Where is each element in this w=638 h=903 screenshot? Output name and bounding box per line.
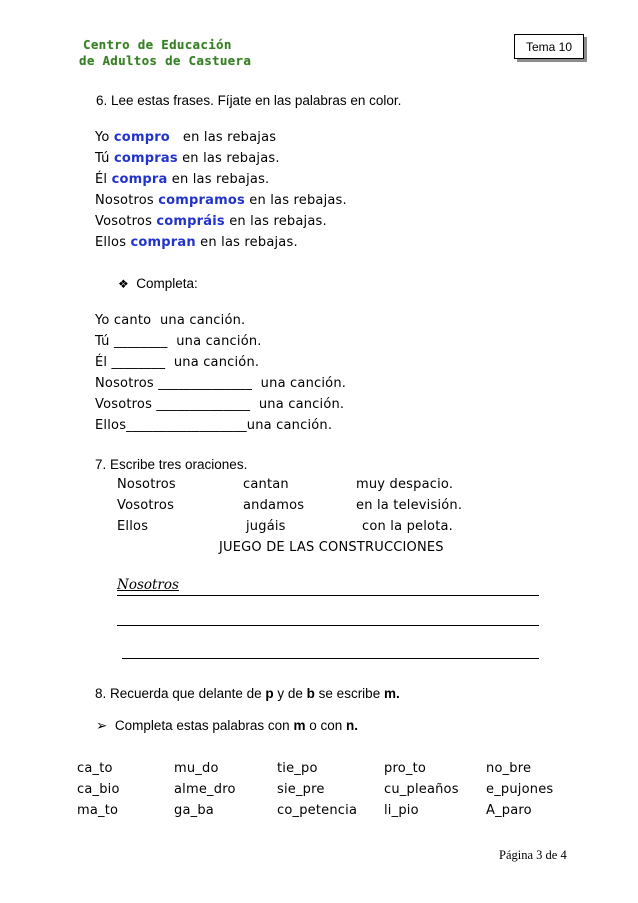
sentence-row: Él compra en las rebajas.	[95, 172, 270, 187]
fill-line: Él ________ una canción.	[95, 355, 260, 370]
word-cell: con la pelota.	[362, 519, 453, 534]
verb-highlight: compro	[113, 130, 170, 145]
word-cell: en la televisión.	[356, 498, 463, 513]
verb-highlight: compra	[111, 172, 168, 187]
word-item: no_bre	[486, 761, 532, 776]
word-item: pro_to	[384, 761, 427, 776]
ex8-completa: ➢ Completa estas palabras con m o con n.	[96, 718, 358, 733]
ex7-instruction: 7. Escribe tres oraciones.	[95, 457, 248, 472]
answer-line	[117, 595, 539, 596]
word-item: ca_bio	[77, 782, 120, 797]
game-title: JUEGO DE LAS CONSTRUCCIONES	[219, 540, 444, 555]
fill-line: Ellos__________________una canción.	[95, 418, 333, 433]
completa-label: ❖ Completa:	[118, 276, 198, 291]
word-item: ga_ba	[174, 803, 214, 818]
word-item: mu_do	[174, 761, 219, 776]
sentence-row: Nosotros compramos en las rebajas.	[95, 193, 347, 208]
word-cell: andamos	[243, 498, 305, 513]
word-cell: muy despacio.	[356, 477, 454, 492]
word-item: sie_pre	[277, 782, 325, 797]
word-item: e_pujones	[486, 782, 554, 797]
verb-highlight: compran	[130, 235, 196, 250]
verb-highlight: compras	[113, 151, 178, 166]
answer-line	[122, 658, 539, 659]
verb-highlight: compráis	[156, 214, 225, 229]
fill-line: Nosotros ______________ una canción.	[95, 376, 347, 391]
fill-line: Vosotros ______________ una canción.	[95, 397, 345, 412]
arrow-bullet-icon: ➢	[96, 718, 108, 733]
word-cell: Vosotros	[117, 498, 175, 513]
page-number: Página 3 de 4	[499, 848, 567, 862]
word-item: co_petencia	[277, 803, 358, 818]
fill-line: Yo canto una canción.	[95, 313, 246, 328]
answer-line	[117, 625, 539, 626]
word-cell: jugáis	[246, 519, 286, 534]
sentence-row: Tú compras en las rebajas.	[95, 151, 280, 166]
verb-highlight: compramos	[158, 193, 245, 208]
school-logo-line2: de Adultos de Castuera	[79, 53, 252, 68]
diamond-bullet-icon: ❖	[118, 277, 129, 291]
word-cell: Nosotros	[117, 477, 176, 492]
example-answer: Nosotros	[117, 577, 179, 593]
word-cell: Ellos	[117, 519, 149, 534]
word-item: ma_to	[77, 803, 119, 818]
sentence-row: Ellos compran en las rebajas.	[95, 235, 298, 250]
word-cell: cantan	[243, 477, 289, 492]
ex6-instruction: 6. Lee estas frases. Fíjate en las palabras en color.	[96, 93, 402, 108]
sentence-row: Yo compro en las rebajas	[95, 130, 277, 145]
word-item: cu_pleaños	[384, 782, 459, 797]
sentence-row: Vosotros compráis en las rebajas.	[95, 214, 327, 229]
school-logo-line1: Centro de Educación	[83, 37, 232, 52]
word-item: tie_po	[277, 761, 318, 776]
word-item: alme_dro	[174, 782, 236, 797]
word-item: A_paro	[486, 803, 532, 818]
word-item: ca_to	[77, 761, 113, 776]
tema-badge: Tema 10	[514, 34, 584, 59]
fill-line: Tú ________ una canción.	[95, 334, 262, 349]
word-item: li_pio	[384, 803, 419, 818]
ex8-instruction: 8. Recuerda que delante de p y de b se escribe m.	[95, 686, 400, 701]
